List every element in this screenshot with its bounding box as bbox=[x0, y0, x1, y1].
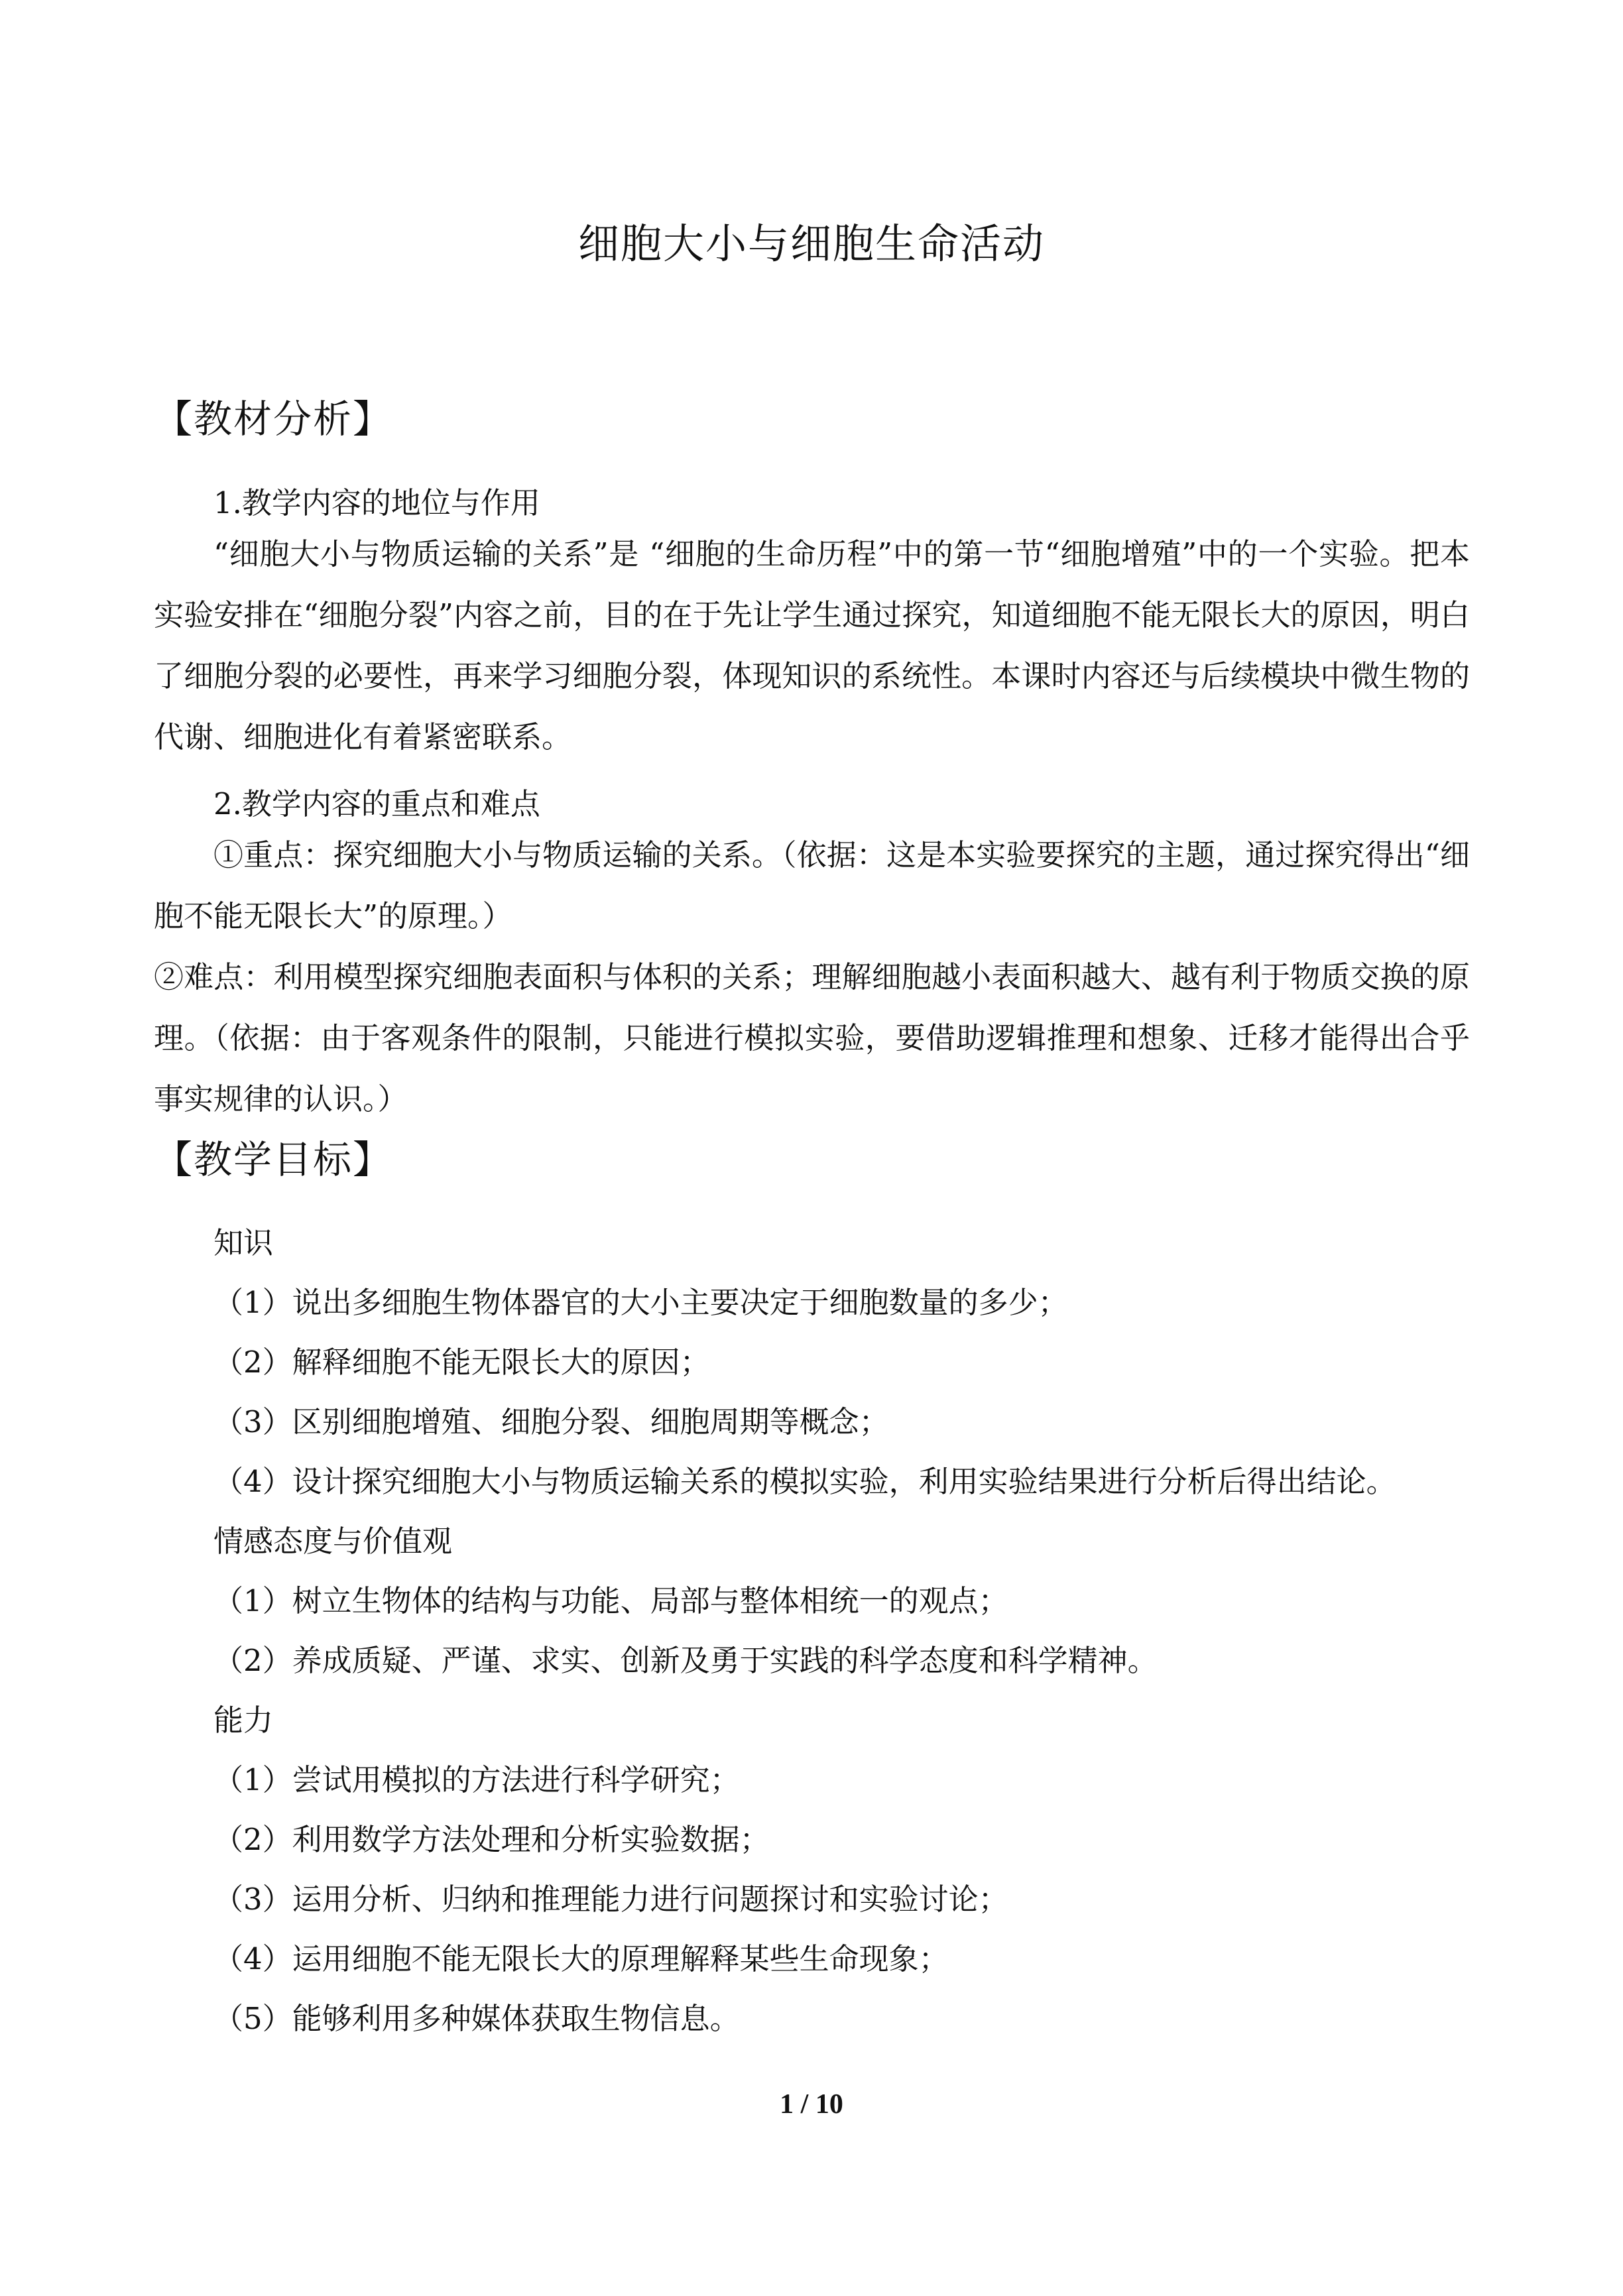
ability-item: （5）能够利用多种媒体获取生物信息。 bbox=[213, 2001, 740, 2036]
page-number: 1 / 10 bbox=[780, 2089, 843, 2120]
ability-item: （4）运用细胞不能无限长大的原理解释某些生命现象； bbox=[213, 1941, 949, 1976]
ability-item: （1）尝试用模拟的方法进行科学研究； bbox=[213, 1762, 740, 1797]
knowledge-item: （4）设计探究细胞大小与物质运输关系的模拟实验，利用实验结果进行分析后得出结论。 bbox=[213, 1464, 1396, 1499]
ability-item: （2）利用数学方法处理和分析实验数据； bbox=[213, 1822, 770, 1857]
item1-paragraph: “细胞大小与物质运输的关系”是 “细胞的生命历程”中的第一节“细胞增殖”中的一个实验。把本实验安排在“细胞分裂”内容之前，目的在于先让学生通过探究，知道细胞不能无限长大的原因，明白了细胞分裂的必要性，再来学习细胞分裂，体现知识的系统性。本课时内容还与后续模块中微生物的代谢、细胞进化有着紧密联系。 bbox=[154, 536, 1470, 755]
section-heading-objectives: 【教学目标】 bbox=[154, 1137, 393, 1182]
item1-title: 1.教学内容的地位与作用 bbox=[213, 485, 540, 520]
emotion-item: （1）树立生物体的结构与功能、局部与整体相统一的观点； bbox=[213, 1583, 1008, 1618]
knowledge-item: （3）区别细胞增殖、细胞分裂、细胞周期等概念； bbox=[213, 1404, 889, 1439]
knowledge-label: 知识 bbox=[213, 1225, 274, 1260]
knowledge-item: （2）解释细胞不能无限长大的原因； bbox=[213, 1345, 710, 1380]
emotion-item: （2）养成质疑、严谨、求实、创新及勇于实践的科学态度和科学精神。 bbox=[213, 1643, 1158, 1678]
document-title: 细胞大小与细胞生命活动 bbox=[577, 219, 1045, 268]
ability-item: （3）运用分析、归纳和推理能力进行问题探讨和实验讨论； bbox=[213, 1882, 1008, 1917]
knowledge-item: （1）说出多细胞生物体器官的大小主要决定于细胞数量的多少； bbox=[213, 1285, 1068, 1320]
key-point-paragraph: ①重点：探究细胞大小与物质运输的关系。（依据：这是本实验要探究的主题，通过探究得出“细胞不能无限长大”的原理。） bbox=[154, 837, 1470, 934]
section-heading-analysis: 【教材分析】 bbox=[154, 396, 393, 442]
item2-title: 2.教学内容的重点和难点 bbox=[213, 786, 540, 821]
ability-label: 能力 bbox=[213, 1703, 274, 1738]
difficult-point-paragraph: ②难点：利用模型探究细胞表面积与体积的关系；理解细胞越小表面积越大、越有利于物质交换的原理。（依据：由于客观条件的限制，只能进行模拟实验，要借助逻辑推理和想象、迁移才能得出合乎事实规律的认识。） bbox=[154, 959, 1470, 1117]
emotion-label: 情感态度与价值观 bbox=[213, 1524, 453, 1559]
